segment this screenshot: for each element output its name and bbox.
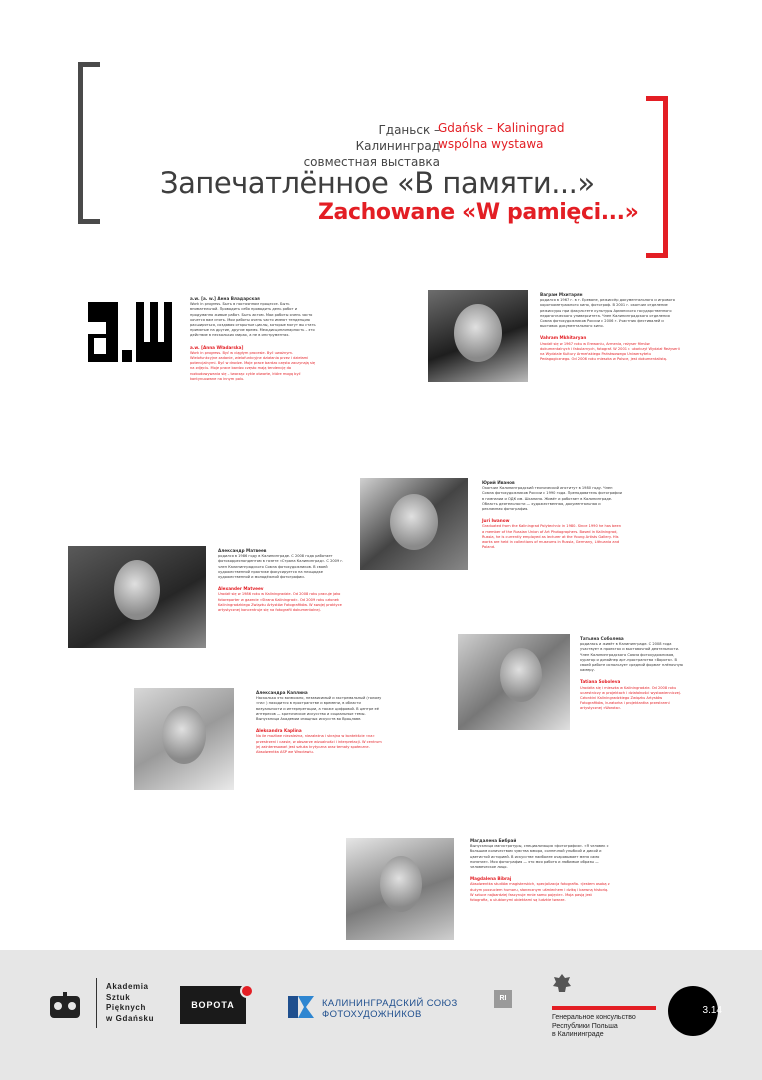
artist-photo-juri — [360, 478, 468, 570]
artist-name-pl: Vahram Mkhitaryan — [540, 335, 587, 341]
asp-line4: w Gdańsku — [106, 1013, 155, 1023]
artist-bio-pl: Urodził się w 1967 roku w Erewaniu, Armenia, reżyser filmów dokumentalnych i fabularnych, fotograf. W 2001 r. ukończył Wydział Reżyserii na Wydziale Kultury Armeńskiego Państwowego Uniwersytetu Pedagogicznego. Od 2006 roku mieszka w Polsce, jest dokumentalistą. — [540, 341, 680, 362]
subtitle-ru-line2: совместная выставка — [303, 155, 440, 169]
left-bracket-decoration — [78, 62, 100, 224]
asp-line1: Akademia — [106, 982, 149, 991]
consulate-text — [552, 1014, 636, 1040]
photographers-union-logo-text — [322, 998, 458, 1020]
title-pl: Zachowane «W pamięci...» — [318, 200, 639, 225]
artist-name-pl: Tatiana Soboleva — [580, 679, 621, 685]
pi-circle-logo — [668, 986, 722, 1036]
right-bracket-decoration — [646, 96, 668, 258]
artist-photo-aleksandra — [134, 688, 234, 790]
consul-line3: в Калининграде — [552, 1031, 604, 1038]
artist-aleksandra-text — [256, 690, 384, 790]
artist-bio-pl: Absolwentka studiów magisterskich, specjalizacja fotografia. «Jestem osobą z dużym poczuciem humoru, słonecznym uśmiechem i dziką i barwną historią. W sztuce najbardziej fascynuje mnie samo pojęcie». Moja pasją jest fotografia, a ulubionymi obiektami są ludzkie twarze. — [470, 882, 610, 903]
artist-name-ru: Магдалена Бибрай — [470, 838, 517, 843]
photographers-union-logo-icon — [286, 992, 316, 1022]
artist-name-ru: Татьяна Соболева — [580, 636, 624, 641]
consul-line2: Республики Польша — [552, 1022, 618, 1030]
artist-vahram-text — [540, 292, 680, 500]
subtitle-ru-line1: Гданьск – Калининград — [355, 123, 440, 153]
artist-name-ru: Александр Матвеев — [218, 548, 267, 553]
artist-name-ru: Александра Каплина — [256, 690, 308, 695]
polish-eagle-icon — [552, 972, 572, 994]
artist-photo-vahram — [428, 290, 528, 382]
artist-bio-ru: Окончил Калининградский технический институт в 1980 году. Член Союза фотохудожников России с 1990 года. Преподаватель фотографии в гимназии и ОДК им. Шкапина. Живёт и работает в Калининграде. Область деятельности — художественная, документальная и рекламная фотография. — [482, 486, 622, 512]
title-ru: Запечатлённое «В памяти...» — [160, 166, 595, 200]
artist-photo-tatiana — [458, 634, 570, 730]
subtitle-pl — [438, 120, 578, 152]
asp-gdansk-logo-text — [106, 982, 154, 1024]
artist-magdalena-text — [470, 838, 610, 938]
asp-line3: Pięknych — [106, 1003, 146, 1012]
artist-bio-ru: Work in progress. Быть в постоянном процессе. Быть внимательной. Проводить себя проводить день работ и продуманно живые работ. Быть актом. Мои работы очень часто хочется вам снять. Мои работы очень часто имеют тенденцию расширяться, создавая открытые циклы, которые могут вы стать примятые на другие, другие время. Междисциплинарность – это действие в нескольких мирах, а не в инструментах. — [190, 302, 316, 338]
subtitle-pl-line2: wspólna wystawa — [438, 137, 544, 151]
artist-bio-pl: Work in progress. Być w ciągłym procesie. Być uważnym. Wielofunkcyjne zadanie, wielofunkcyjne działania przez i dziełami potencjalnymi. Być w drodze. Moje prace bardzo często zaczynają się na zdjęciu. Moje prace bardzo często mają tendencję do rozbudowywania się – tworząc cykle otwarte, które mogą być kontynuowane na innym polu. — [190, 350, 316, 381]
artist-juri-text — [482, 480, 622, 630]
artist-bio-pl: Na ile możliwe niezależna, niezależna i skrajna w kontekście «na» przestrzeni i czasie, w obszarze wizualności i interpretacji. W centrum jej zainteresowań jest sztuka krytyczna oraz tematy społeczne. Absolwentka ASP we Wrocławiu. — [256, 734, 382, 755]
aw-logo-graphic — [80, 294, 176, 375]
ri-badge: RI — [494, 990, 512, 1008]
aw-logo — [80, 294, 176, 375]
artist-tatiana-text — [580, 636, 684, 772]
artist-name-pl: Magdalena Bibraj — [470, 876, 512, 882]
artist-name-ru: Юрий Иванов — [482, 480, 515, 485]
artist-photo-magdalena — [346, 838, 454, 940]
aw-logo-text: a.w. — [128, 374, 130, 375]
artist-name-ru: Вагрaм Мхитарян — [540, 292, 583, 297]
artist-bio-pl: Graduated from the Kaliningrad Polytechnic in 1980. Since 1990 he has been a member of the Russian Union of Art Photographers. Based in Kaliningrad, Russia, he is currently employed as lecturer at the Young Artists Gallery. His works are held in collections of museums in Russia, Germany, Lithuania and Poland. — [482, 524, 622, 550]
artist-bio-ru: Насколько это возможно, независимый и экстремальный (голому «на» ) находится в пространстве и времени, в области визуальности и интерпретации, а также цифровой. В центре её интересов — критическое искусство и социальные темы. Выпускница Академии изящных искусств во Вроцлаве. — [256, 696, 382, 722]
ksf-line2: ФОТОХУДОЖНИКОВ — [322, 1009, 422, 1020]
asp-gdansk-crest-icon — [48, 990, 82, 1020]
ksf-line1: КАЛИНИНГРАДСКИЙ СОЮЗ — [322, 998, 458, 1009]
artist-bio-pl: Urodziła się i mieszka w Kaliningradzie. Od 2008 roku uczestniczy w projektach i działalności wystawienniczej. Członkini Kaliningradzkiego Związku Artystów Fotografików, kuratorka i projektantka przestrzeni artystycznej «Worota». — [580, 685, 681, 711]
artist-name-ru: a.w. [a. w.] Анна Владарская — [190, 296, 260, 301]
consulate-red-stripe — [552, 1006, 656, 1010]
vorota-logo: ВОРОТА — [180, 986, 246, 1024]
asp-line2: Sztuk — [106, 992, 131, 1002]
artist-bio-ru: родился в 1967 г. в г. Ереване, режиссёр документального и игрового короткометражного кино, фотограф. В 2001 г. окончил отделение режиссуры при факультете культуры Армянского государственного педагогического университета. Член Калининградского отделения Союза фотохудожников России с 2006 г. Участник фестивалей и выставок документального кино. — [540, 298, 675, 329]
subtitle-pl-line1: Gdańsk – Kaliningrad — [438, 121, 565, 135]
vorota-red-dot-icon — [240, 984, 254, 998]
artist-bio-pl: Urodził się w 1986 roku w Kaliningradzie. Od 2008 roku pracuje jako fotoreporter w gazecie «Strana Kaliningrad». Od 2009 roku członek Kaliningradzkiego Związku Artystów Fotografików. W swojej praktyce artystycznej koncentruje się na fotografii dokumentalnej. — [218, 592, 342, 613]
artist-aw-text — [190, 296, 318, 504]
artist-name-pl: a.w. [Anna Władarska] — [190, 344, 244, 350]
artist-name-pl: Alexander Matveev — [218, 586, 264, 592]
artist-name-pl: Aleksandra Kaplina — [256, 728, 302, 734]
artist-alexander-text — [218, 548, 348, 708]
artist-bio-ru: родился в 1986 году в Калининграде. С 2008 года работает фотокорреспондентом в газете «Страна Калининград». С 2009 г. член Калининградского Союза фотохудожников. В своей художественной практике фокусируется на площадке художественной и молодёжной фотографии. — [218, 554, 344, 580]
asp-separator — [96, 978, 97, 1028]
artist-photo-alexander — [68, 546, 206, 648]
artist-bio-ru: родилась и живёт в Калининграде. С 2008 года участвует в проектах и выставочной деятельности. Член Калининградского Союза фотохудожников, куратор и дизайнер арт-пространства «Ворота». В своей работе использует средний формат плёночную камеру. — [580, 642, 683, 673]
pi-circle-label: 3.14 — [702, 1005, 722, 1016]
artist-name-pl: Juri Iwanow — [482, 518, 510, 524]
artist-bio-ru: Выпускница магистратуры, специализация «фотография». «Я человек с большим количеством чувства юмора, солнечной улыбкой и дикой и цветистой историей. В искусстве наиболее очаровывает меня само понятие». Моя фотография — это моя работа и любимые образы — человеческое лицо. — [470, 844, 609, 870]
subtitle-ru — [300, 122, 440, 170]
consul-line1: Генеральное консульство — [552, 1014, 636, 1021]
